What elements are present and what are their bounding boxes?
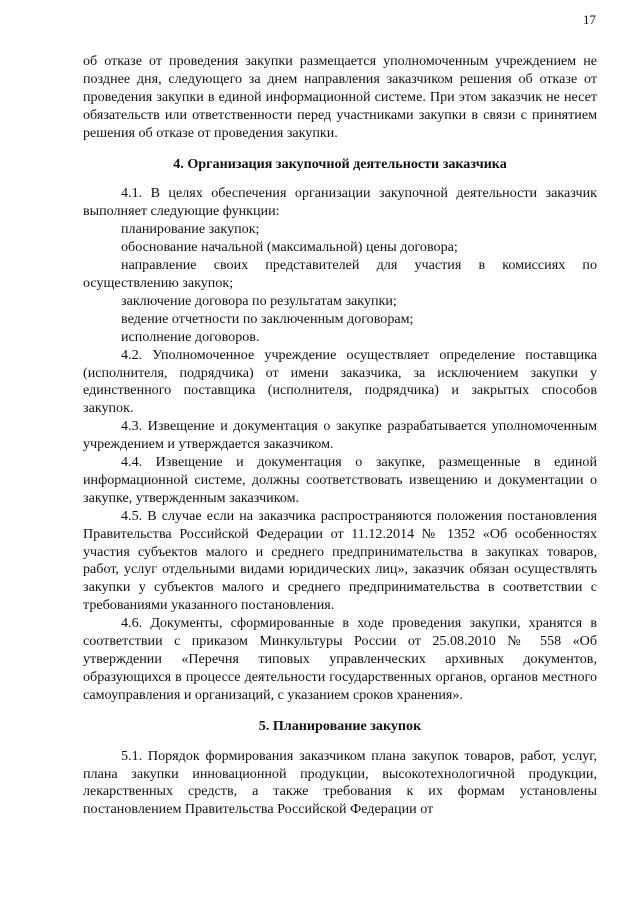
paragraph-4-4: 4.4. Извещение и документация о закупке, размещенные в единой информационной системе, должны соответствовать извещению и документации о закупке, утвержденным заказчиком.	[83, 454, 597, 506]
paragraph-4-2: 4.2. Уполномоченное учреждение осуществляет определение поставщика (исполнителя, подрядчика) от имени заказчика, за исключением закупки у единственного поставщика (исполнителя, подрядчика) и закрытых способов закупок.	[83, 346, 597, 417]
function-item: исполнение договоров.	[121, 328, 260, 345]
function-item: планирование закупок;	[121, 221, 260, 238]
function-item: ведение отчетности по заключенным договорам;	[121, 310, 414, 327]
paragraph-4-1: 4.1. В целях обеспечения организации закупочной деятельности заказчик выполняет следующие функции:	[83, 185, 597, 220]
function-item: заключение договора по результатам закупки;	[121, 292, 397, 309]
section-5-heading: 5. Планирование закупок	[258, 717, 422, 734]
continuation-paragraph: об отказе от проведения закупки размещается уполномоченным учреждением не позднее дня, следующего за днем направления заказчиком решения об отказе от проведения закупки в единой информационной системе. При этом заказчик не несет обязательств или ответственности перед участниками закупки в связи с принятием решения об отказе от проведения закупки.	[83, 53, 597, 141]
paragraph-5-1: 5.1. Порядок формирования заказчиком плана закупок товаров, работ, услуг, плана закупки инновационной продукции, высокотехнологичной продукции, лекарственных средств, а также требования к их формам установлены постановлением Правительства Российской Федерации от	[83, 747, 597, 818]
paragraph-4-6: 4.6. Документы, сформированные в ходе проведения закупки, хранятся в соответствии с приказом Минкультуры России от 25.08.2010 № 558 «Об утверждении «Перечня типовых управленческих архивных документов, образующихся в процессе деятельности государственных органов, органов местного самоуправления и организаций, с указанием сроков хранения».	[83, 615, 597, 703]
section-4-heading: 4. Организация закупочной деятельности заказчика	[173, 155, 507, 172]
page-number: 17	[583, 12, 596, 27]
function-item: направление своих представителей для участия в комиссиях по осуществлению закупок;	[83, 257, 597, 291]
function-item: обоснование начальной (максимальной) цены договора;	[121, 239, 458, 256]
document-body	[83, 53, 597, 819]
paragraph-4-3: 4.3. Извещение и документация о закупке разрабатывается уполномоченным учреждением и утверждается заказчиком.	[83, 418, 597, 453]
paragraph-4-5: 4.5. В случае если на заказчика распространяются положения постановления Правительства Российской Федерации от 11.12.2014 № 1352 «Об особенностях участия субъектов малого и среднего предпринимательства в закупках товаров, работ, услуг отдельными видами юридических лиц», заказчик обязан осуществлять закупки у субъектов малого и среднего предпринимательства в соответствии с требованиями указанного постановления.	[83, 507, 597, 614]
